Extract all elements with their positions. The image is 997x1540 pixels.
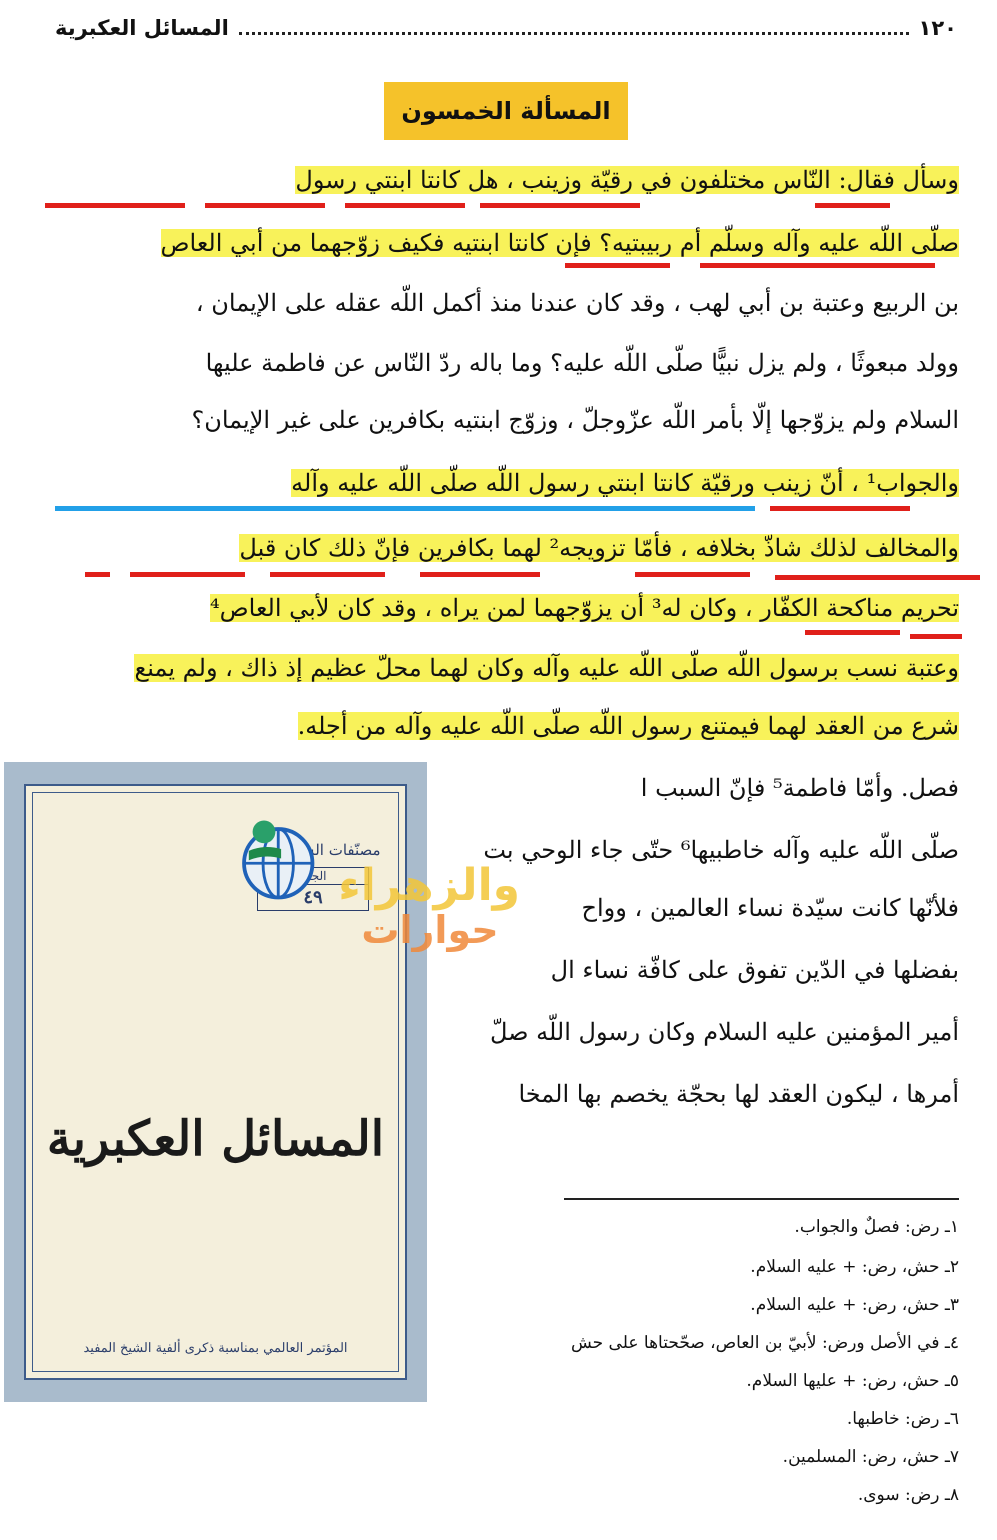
chapter-title: المسألة الخمسون (384, 82, 628, 140)
fasl-text-5: أمير المؤمنين عليه السلام وكان رسول اللّه صلّ (489, 1018, 959, 1046)
underline-mark (635, 572, 750, 577)
underline-mark (565, 263, 670, 268)
watermark-line-2: حوارات (361, 908, 499, 952)
underline-mark (805, 630, 900, 635)
underline-mark (910, 634, 962, 639)
answer-text-4: وعتبة نسب برسول اللّه صلّى اللّه عليه وآله وكان لهما محلّ عظيم إذ ذاك ، ولم يمنع (134, 654, 959, 682)
question-text-4: وولد مبعوثًا ، ولم يزل نبيًّا صلّى اللّه عليه؟ وما باله ردّ النّاس عن فاطمة عليها (205, 349, 959, 377)
underline-mark (130, 572, 245, 577)
question-text-2: صلّى اللّه عليه وآله وسلّم أم ربيبتيه؟ فإن كانتا ابنتيه فكيف زوّجهما من أبي العاص (160, 229, 959, 257)
question-line-3 (39, 275, 959, 331)
cover-publisher: المؤتمر العالمي بمناسبة ذكرى ألفية الشيخ المفيد (83, 1341, 348, 1356)
answer-line-1 (59, 455, 959, 511)
footnote-divider (564, 1198, 959, 1200)
underline-mark (700, 263, 935, 268)
fasl-text-4: بفضلها في الدّين تفوق على كافّة نساء ال (550, 956, 959, 984)
cover-title: المسائل العكبرية (46, 1111, 385, 1167)
underline-mark (85, 572, 110, 577)
answer-text-2: والمخالف لذلك شاذّ بخلافه ، فأمّا تزويجه² لهما بكافرين فإنّ ذلك كان قبل (239, 534, 959, 562)
book-cover-image (4, 762, 427, 1402)
underline-mark (775, 575, 980, 580)
footnote-3: ٣ـ حش، رض: + عليه السلام. (750, 1295, 959, 1315)
footnote-6: ٦ـ رض: خاطبها. (846, 1409, 959, 1429)
footnote-7: ٧ـ حش، رض: المسلمين. (782, 1447, 959, 1467)
footnote-4: ٤ـ في الأصل ورض: لأبيّ بن العاص، صحّحتاها على حش (570, 1333, 959, 1353)
page-number: ١٢٠ (918, 16, 957, 40)
answer-line-2 (49, 520, 959, 576)
question-line-4 (39, 335, 959, 391)
fasl-line-5 (429, 1004, 959, 1060)
underline-mark (270, 572, 385, 577)
fasl-text-2: صلّى اللّه عليه وآله خاطبيها⁶ حتّى جاء الوحي بت (483, 836, 959, 864)
cover-volume-number: ٤٩ (303, 887, 323, 908)
answer-line-4 (39, 640, 959, 696)
underline-mark (815, 203, 890, 208)
underline-mark (345, 203, 465, 208)
answer-text-3: تحريم مناكحة الكفّار ، وكان له³ أن يزوّجهما لمن يراه ، وقد كان لأبي العاص⁴ (209, 594, 959, 622)
question-text-3: بن الربيع وعتبة بن أبي لهب ، وقد كان عندنا منذ أكمل اللّه عقله على الإيمان ، (195, 289, 959, 317)
footnote-2: ٢ـ حش، رض: + عليه السلام. (750, 1257, 959, 1277)
answer-line-5 (219, 698, 959, 754)
answer-text-1: والجواب¹ ، أنّ زينب ورقيّة كانتا ابنتي رسول اللّه صلّى اللّه عليه وآله (291, 469, 959, 497)
answer-text-5: شرع من العقد لهما فيمتنع رسول اللّه صلّى اللّه عليه وآله من أجله. (297, 712, 959, 740)
globe-emblem-icon (226, 811, 321, 906)
footnote-8: ٨ـ رض: سوى. (857, 1485, 959, 1505)
underline-mark-blue (55, 506, 755, 511)
leader-dots (239, 22, 909, 35)
underline-mark (770, 506, 910, 511)
underline-mark (45, 203, 185, 208)
footnote-1: ١ـ رض: فصلٌ والجواب. (794, 1217, 959, 1237)
footnote-5: ٥ـ حش، رض: + عليها السلام. (746, 1371, 959, 1391)
underline-mark (420, 572, 540, 577)
fasl-line-1 (429, 760, 959, 816)
question-line-1 (84, 152, 959, 208)
question-text-1: وسأل فقال: النّاس مختلفون في رقيّة وزينب ، هل كانتا ابنتي رسول (295, 166, 959, 194)
book-title-header: المسائل العكبرية (55, 16, 229, 40)
underline-mark (480, 203, 640, 208)
underline-mark (205, 203, 325, 208)
cover-series-title: مصنّفات الشيخ المفيد (245, 841, 381, 859)
question-line-5 (39, 392, 959, 448)
fasl-text-3: فلأنّها كانت سيّدة نساء العالمين ، وواح (581, 894, 959, 922)
cover-volume-label: الجزء (258, 868, 368, 885)
fasl-text-1: فصل. وأمّا فاطمة⁵ فإنّ السبب ا (640, 774, 959, 802)
question-text-5: السلام ولم يزوّجها إلّا بأمر اللّه عزّوجلّ ، وزوّج ابنتيه بكافرين على غير الإيمان؟ (191, 406, 959, 434)
running-head (55, 12, 957, 44)
fasl-text-6: أمرها ، ليكون العقد لها بحجّة يخصم بها المخا (518, 1080, 959, 1108)
watermark-line-1: والزهراء (338, 860, 520, 911)
watermark-logo (340, 862, 520, 972)
answer-line-3 (39, 580, 959, 636)
fasl-line-6 (429, 1066, 959, 1122)
